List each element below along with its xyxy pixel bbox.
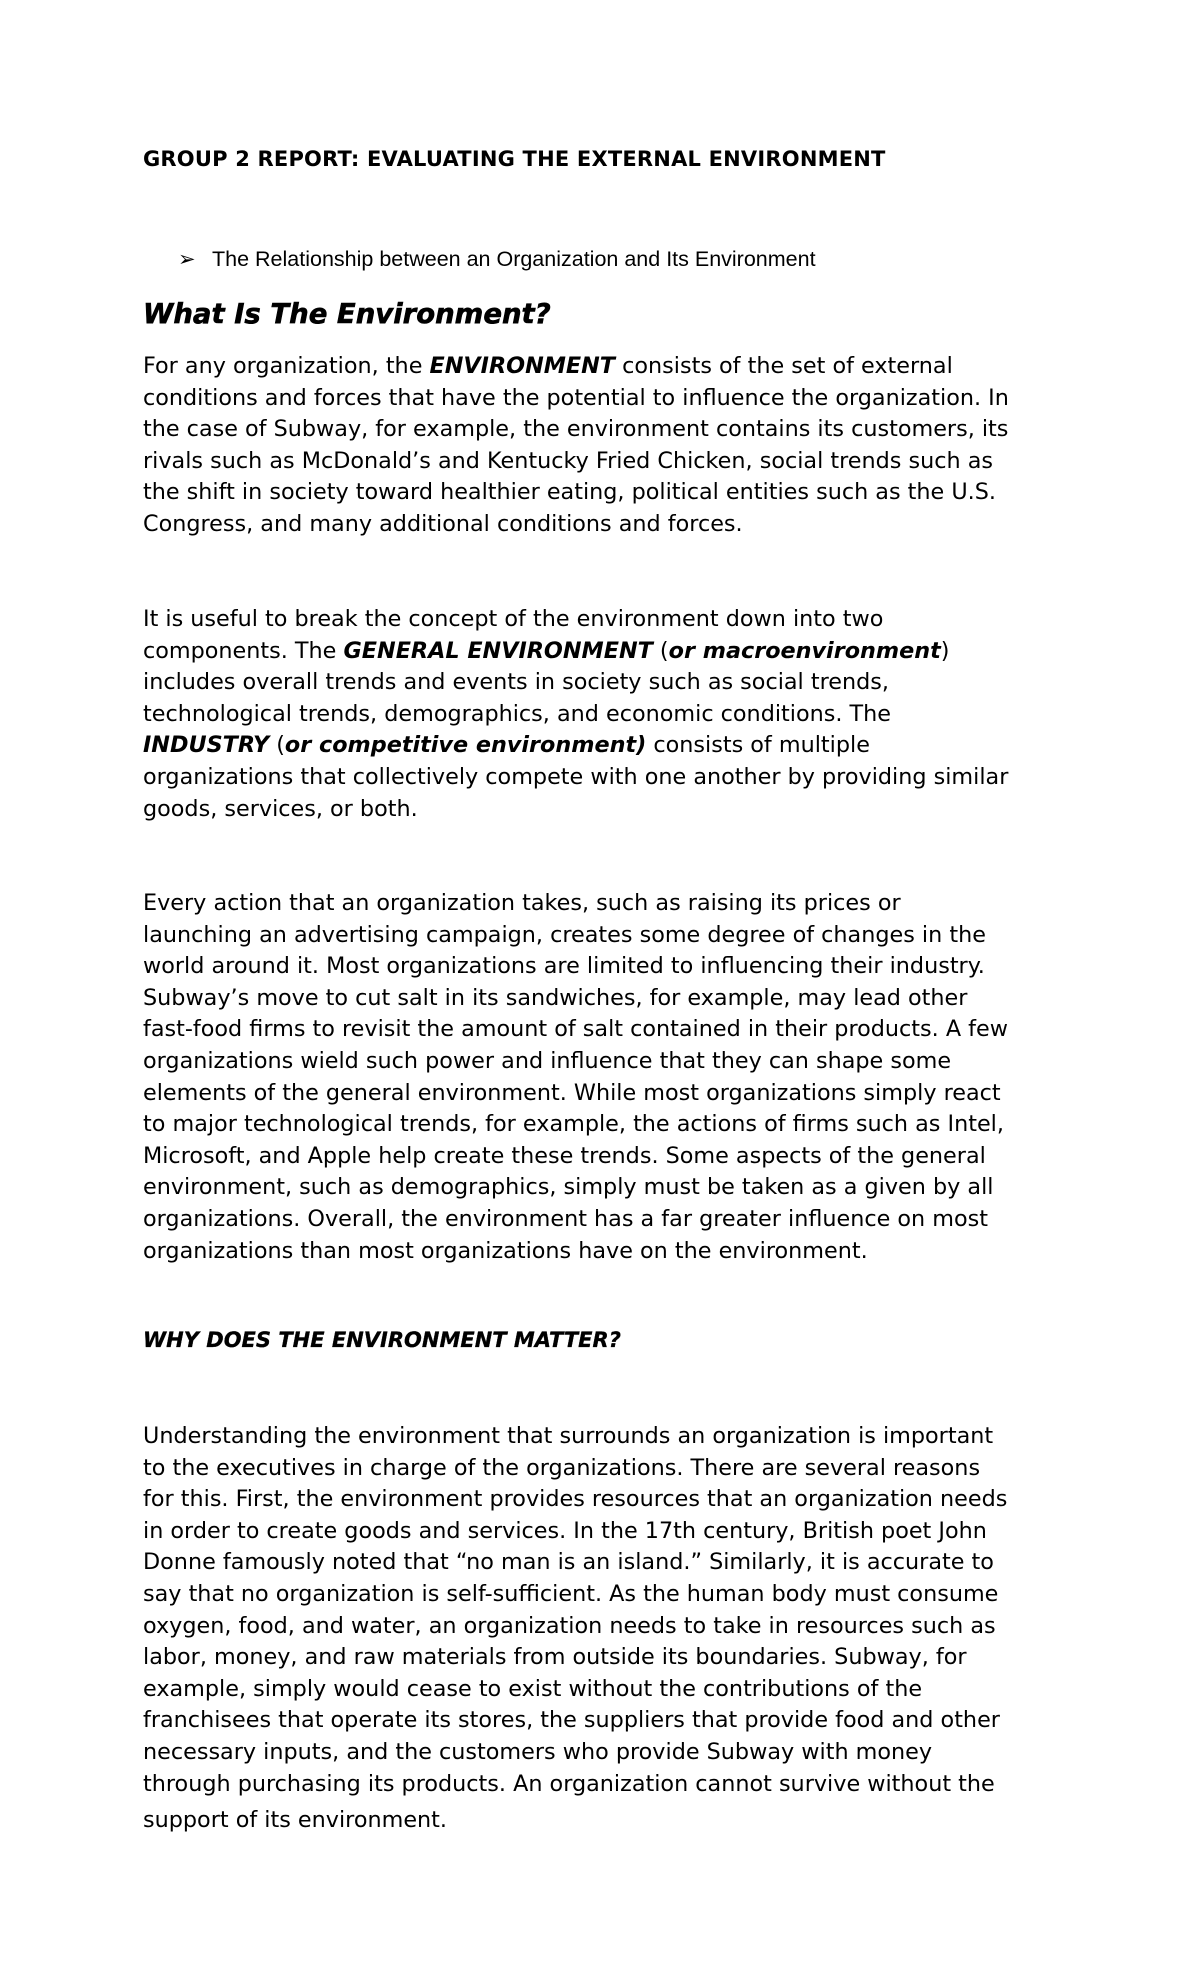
- paragraph-line: Understanding the environment that surrounds an organization is important: [143, 1423, 994, 1449]
- paragraph-line: in order to create goods and services. In the 17th century, British poet John: [143, 1517, 987, 1544]
- paragraph-line: [143, 730, 1078, 762]
- paragraph-line: example, simply would cease to exist without the contributions of the: [143, 1675, 923, 1702]
- paragraph-line: technological trends, demographics, and economic conditions. The: [143, 700, 892, 727]
- paragraph-line: organizations wield such power and influence that they can shape some: [143, 1047, 952, 1074]
- paragraph-line: [143, 351, 1078, 383]
- paragraph-line: organizations that collectively compete with one another by providing similar: [143, 763, 1009, 790]
- paragraph-line: rivals such as McDonald’s and Kentucky Fried Chicken, social trends such as: [143, 447, 993, 474]
- paragraph-line: organizations. Overall, the environment has a far greater influence on most: [143, 1205, 988, 1232]
- text-run: components. The: [143, 637, 344, 664]
- paragraph-line: goods, services, or both.: [143, 795, 418, 822]
- paragraph-line: environment, such as demographics, simply must be taken as a given by all: [143, 1174, 994, 1201]
- paragraph-line: elements of the general environment. While most organizations simply react: [143, 1079, 1001, 1106]
- text-run: consists of multiple: [646, 732, 870, 759]
- paragraph-line: to major technological trends, for example, the actions of firms such as Intel,: [143, 1111, 1004, 1138]
- paragraph-line: world around it. Most organizations are limited to influencing their industry.: [143, 953, 985, 980]
- bullet-item: [178, 247, 816, 272]
- paragraph-line: includes overall trends and events in society such as social trends,: [143, 669, 889, 696]
- term-macroenvironment: or macroenvironment: [668, 637, 941, 664]
- paragraph-line: support of its environment.: [143, 1807, 448, 1834]
- paragraph-line: to the executives in charge of the organizations. There are several reasons: [143, 1454, 981, 1481]
- paragraph-line: Microsoft, and Apple help create these trends. Some aspects of the general: [143, 1142, 986, 1169]
- paragraph-environment-components: [143, 604, 1078, 825]
- paragraph-line: the shift in society toward healthier eating, political entities such as the U.S.: [143, 479, 996, 506]
- paragraph-line: Donne famously noted that “no man is an island.” Similarly, it is accurate to: [143, 1549, 994, 1576]
- why-heading: WHY DOES THE ENVIRONMENT MATTER?: [143, 1328, 621, 1352]
- paragraph-organization-actions: [143, 888, 1078, 1267]
- paragraph-line: Congress, and many additional conditions and forces.: [143, 510, 743, 537]
- paragraph-line: Subway’s move to cut salt in its sandwiches, for example, may lead other: [143, 984, 968, 1011]
- arrow-bullet-icon: ➢: [178, 248, 196, 271]
- paragraph-line: say that no organization is self-sufficient. As the human body must consume: [143, 1580, 999, 1607]
- term-environment: ENVIRONMENT: [429, 353, 616, 379]
- term-industry: INDUSTRY: [143, 732, 270, 759]
- paragraph-line: necessary inputs, and the customers who provide Subway with money: [143, 1738, 933, 1765]
- paragraph-line: through purchasing its products. An organization cannot survive without the: [143, 1770, 995, 1797]
- paragraph-line: franchisees that operate its stores, the suppliers that provide food and other: [143, 1707, 1000, 1734]
- term-competitive-environment: or competitive environment): [284, 732, 647, 759]
- text-run: ): [940, 637, 950, 664]
- document-title: GROUP 2 REPORT: EVALUATING THE EXTERNAL ENVIRONMENT: [143, 147, 886, 171]
- text-run: (: [652, 637, 669, 664]
- paragraph-line: for this. First, the environment provides resources that an organization needs: [143, 1486, 1008, 1513]
- paragraph-line: It is useful to break the concept of the environment down into two: [143, 606, 884, 632]
- paragraph-line: Every action that an organization takes, such as raising its prices or: [143, 890, 901, 916]
- paragraph-why-environment-matters: [143, 1421, 1078, 1837]
- text-run: For any organization, the: [143, 353, 430, 379]
- paragraph-line: labor, money, and raw materials from outside its boundaries. Subway, for: [143, 1644, 967, 1671]
- paragraph-environment-definition: [143, 351, 1078, 541]
- bullet-text: The Relationship between an Organization and Its Environment: [212, 247, 816, 271]
- text-run: (: [269, 732, 285, 759]
- paragraph-line: fast-food firms to revisit the amount of salt contained in their products. A few: [143, 1016, 1008, 1043]
- paragraph-line: [143, 636, 1078, 668]
- paragraph-line: oxygen, food, and water, an organization needs to take in resources such as: [143, 1612, 996, 1639]
- paragraph-line: organizations than most organizations have on the environment.: [143, 1237, 868, 1264]
- paragraph-line: the case of Subway, for example, the environment contains its customers, its: [143, 416, 1009, 443]
- section-heading: What Is The Environment?: [143, 298, 551, 330]
- paragraph-line: launching an advertising campaign, creates some degree of changes in the: [143, 921, 986, 948]
- paragraph-line: conditions and forces that have the potential to influence the organization. In: [143, 384, 1009, 411]
- term-general-environment: GENERAL ENVIRONMENT: [343, 637, 653, 664]
- text-run: consists of the set of external: [615, 353, 953, 379]
